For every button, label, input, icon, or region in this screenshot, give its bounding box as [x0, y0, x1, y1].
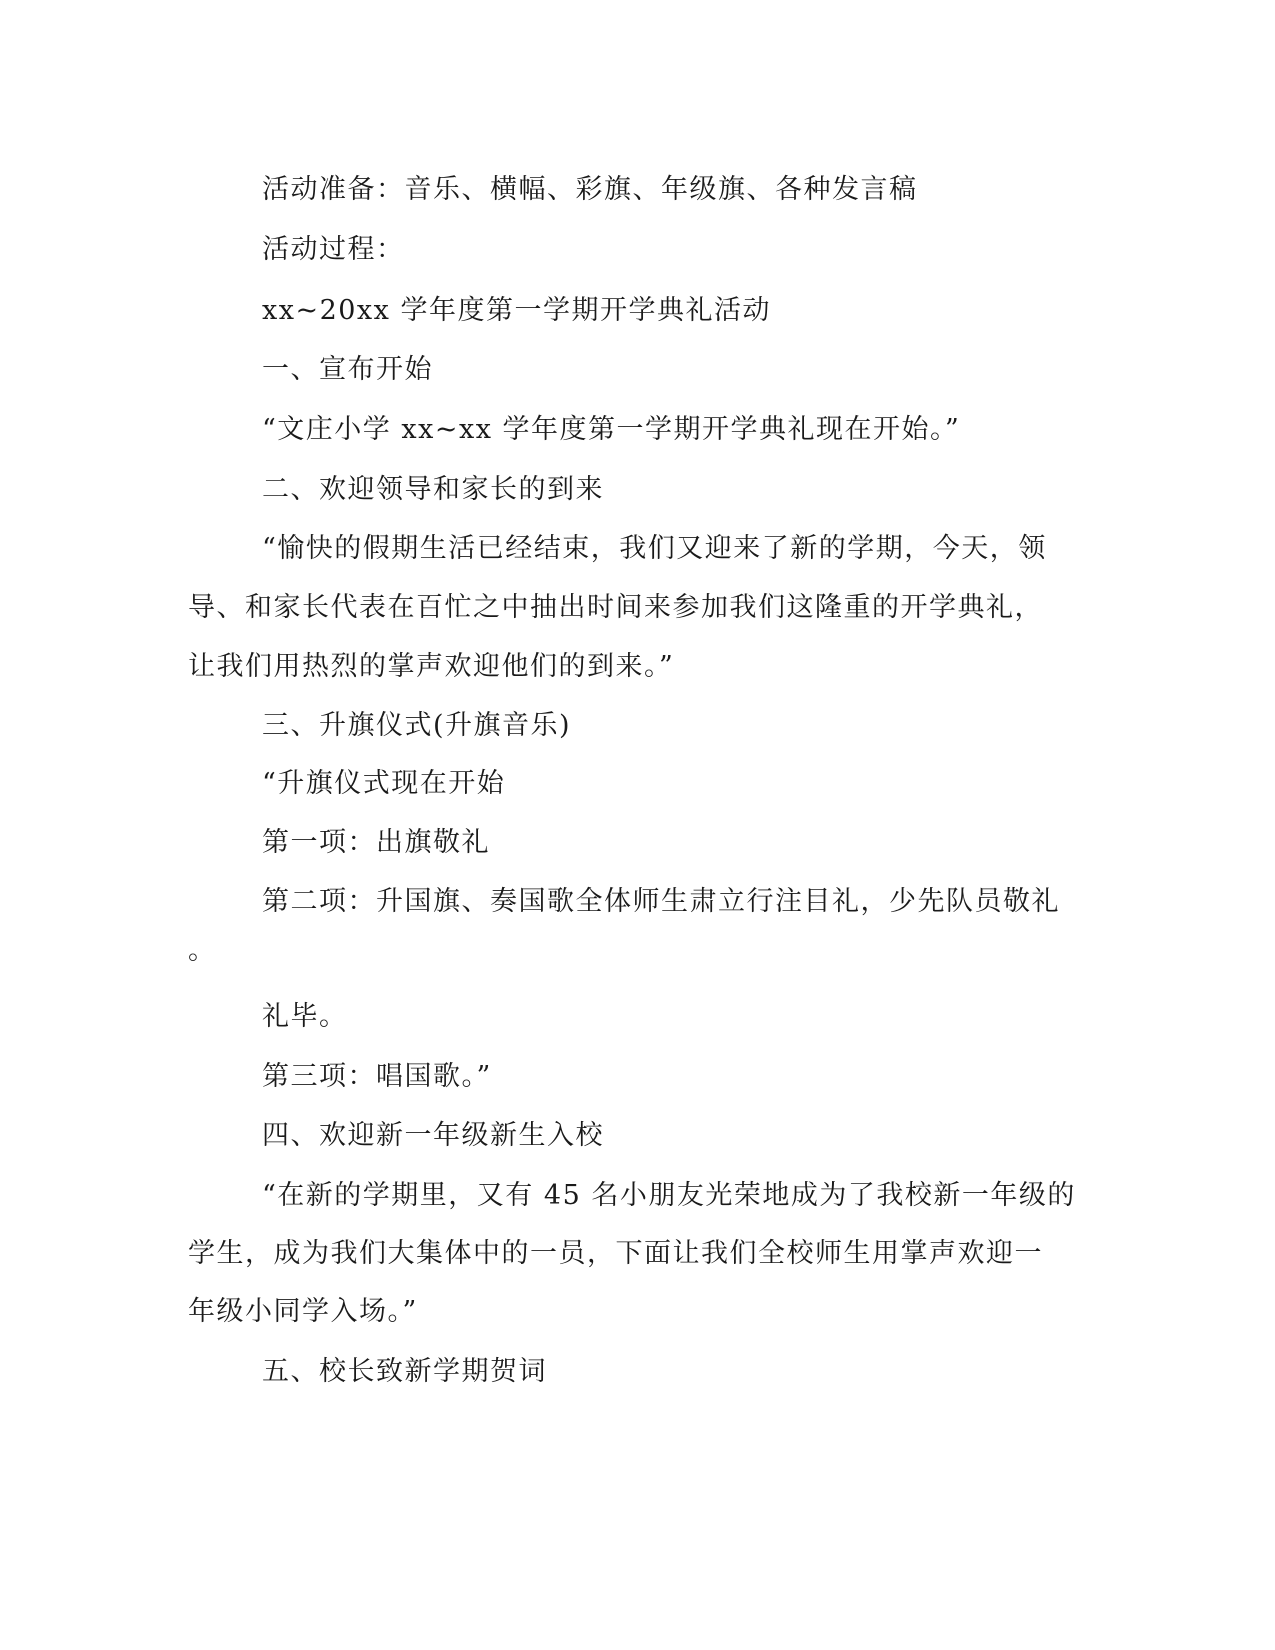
section-4-quote-line-3: 年级小同学入场。”	[188, 1296, 418, 1327]
section-2-quote-line-2: 导、和家长代表在百忙之中抽出时间来参加我们这隆重的开学典礼，	[188, 592, 1043, 623]
preparation-line: 活动准备：音乐、横幅、彩旗、年级旗、各种发言稿	[262, 174, 918, 205]
section-1-quote: “文庄小学 xx~xx 学年度第一学期开学典礼现在开始。”	[262, 414, 961, 445]
section-5-heading: 五、校长致新学期贺词	[262, 1356, 547, 1387]
process-heading: 活动过程：	[262, 234, 405, 265]
step-1-line: 第一项：出旗敬礼	[262, 827, 490, 858]
step-3-line: 第三项：唱国歌。”	[262, 1061, 492, 1092]
section-1-heading: 一、宣布开始	[262, 354, 433, 385]
section-2-quote-line-3: 让我们用热烈的掌声欢迎他们的到来。”	[188, 651, 675, 682]
section-2-heading: 二、欢迎领导和家长的到来	[262, 474, 604, 505]
section-2-quote-line-1: “愉快的假期生活已经结束，我们又迎来了新的学期，今天，领	[262, 533, 1047, 564]
section-4-quote-line-2: 学生，成为我们大集体中的一员，下面让我们全校师生用掌声欢迎一	[188, 1238, 1043, 1269]
event-title: xx~20xx 学年度第一学期开学典礼活动	[262, 295, 771, 326]
section-3-heading: 三、升旗仪式(升旗音乐)	[262, 710, 572, 741]
salute-end-line: 礼毕。	[262, 1001, 348, 1032]
flag-ceremony-start: “升旗仪式现在开始	[262, 768, 506, 799]
step-2-line: 第二项：升国旗、奏国歌全体师生肃立行注目礼，少先队员敬礼	[262, 886, 1060, 917]
section-4-heading: 四、欢迎新一年级新生入校	[262, 1120, 604, 1151]
section-4-quote-line-1: “在新的学期里，又有 45 名小朋友光荣地成为了我校新一年级的	[262, 1180, 1076, 1211]
step-2-period: 。	[188, 935, 217, 966]
